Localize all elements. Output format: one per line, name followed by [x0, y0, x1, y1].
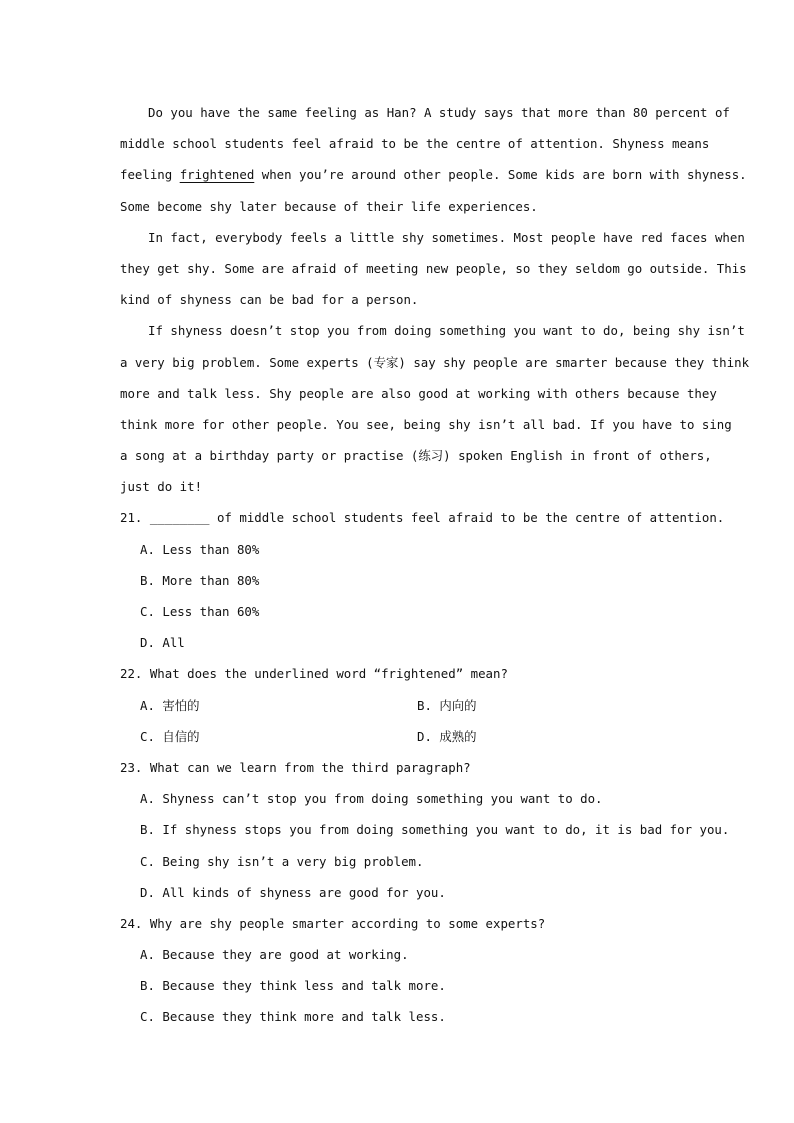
passage-line: a very big problem. Some experts (专家) say shy people are smarter because they think: [120, 354, 750, 370]
answer-option-row: [120, 690, 674, 721]
answer-option: D. All kinds of shyness are good for you.: [140, 884, 446, 900]
passage-paragraph-2: [120, 222, 747, 316]
question-23: [120, 752, 730, 908]
underlined-word: frightened: [179, 167, 255, 183]
passage-line: a song at a birthday party or practise (练习) spoken English in front of others,: [120, 448, 712, 464]
answer-option: C. 自信的: [140, 728, 200, 744]
answer-option: A. Less than 80%: [140, 541, 260, 557]
passage-line: kind of shyness can be bad for a person.: [120, 292, 419, 308]
question-stem: 23. What can we learn from the third paragraph?: [120, 759, 471, 775]
passage-paragraph-1: [120, 97, 747, 222]
passage-line: just do it!: [120, 479, 203, 495]
answer-option: C. Less than 60%: [140, 604, 260, 619]
answer-option: A. Because they are good at working.: [140, 947, 409, 963]
question-24: [120, 908, 674, 1033]
passage-line: Some become shy later because of their life experiences.: [120, 198, 538, 214]
answer-option: D. 成熟的: [417, 728, 477, 744]
question-21: [120, 502, 725, 658]
answer-option: B. 内向的: [417, 697, 477, 713]
passage-text: feeling: [120, 167, 180, 183]
answer-option: B. Because they think less and talk more.: [140, 978, 446, 994]
passage-text: when you’re around other people. Some kids are born with shyness.: [254, 167, 747, 183]
passage-line: Do you have the same feeling as Han? A study says that more than 80 percent of: [148, 105, 730, 120]
passage-line: more and talk less. Shy people are also good at working with others because they: [120, 385, 717, 401]
answer-option: A. 害怕的: [140, 697, 200, 713]
passage-line: they get shy. Some are afraid of meeting new people, so they seldom go outside. This: [120, 260, 747, 276]
answer-option: A. Shyness can’t stop you from doing something you want to do.: [140, 791, 603, 807]
passage-line: If shyness doesn’t stop you from doing something you want to do, being shy isn’t: [148, 323, 745, 339]
passage-line: In fact, everybody feels a little shy sometimes. Most people have red faces when: [148, 229, 745, 245]
answer-option: C. Being shy isn’t a very big problem.: [140, 853, 424, 869]
answer-option: B. More than 80%: [140, 572, 260, 588]
question-stem: 22. What does the underlined word “frightened” mean?: [120, 666, 508, 682]
question-stem: 21. ________ of middle school students feel afraid to be the centre of attention.: [120, 510, 725, 526]
passage-line-with-underline: [120, 159, 747, 190]
answer-option-row: [120, 721, 674, 752]
passage-line: middle school students feel afraid to be the centre of attention. Shyness means: [120, 136, 710, 152]
passage-line: think more for other people. You see, being shy isn’t all bad. If you have to sing: [120, 416, 732, 432]
question-stem: 24. Why are shy people smarter according to some experts?: [120, 915, 546, 931]
document-content: [120, 97, 750, 1033]
passage-paragraph-3: [120, 315, 750, 502]
answer-option: B. If shyness stops you from doing something you want to do, it is bad for you.: [140, 822, 730, 838]
question-22: [120, 658, 674, 752]
answer-option: D. All: [140, 635, 185, 651]
answer-option: C. Because they think more and talk less.: [140, 1009, 446, 1025]
